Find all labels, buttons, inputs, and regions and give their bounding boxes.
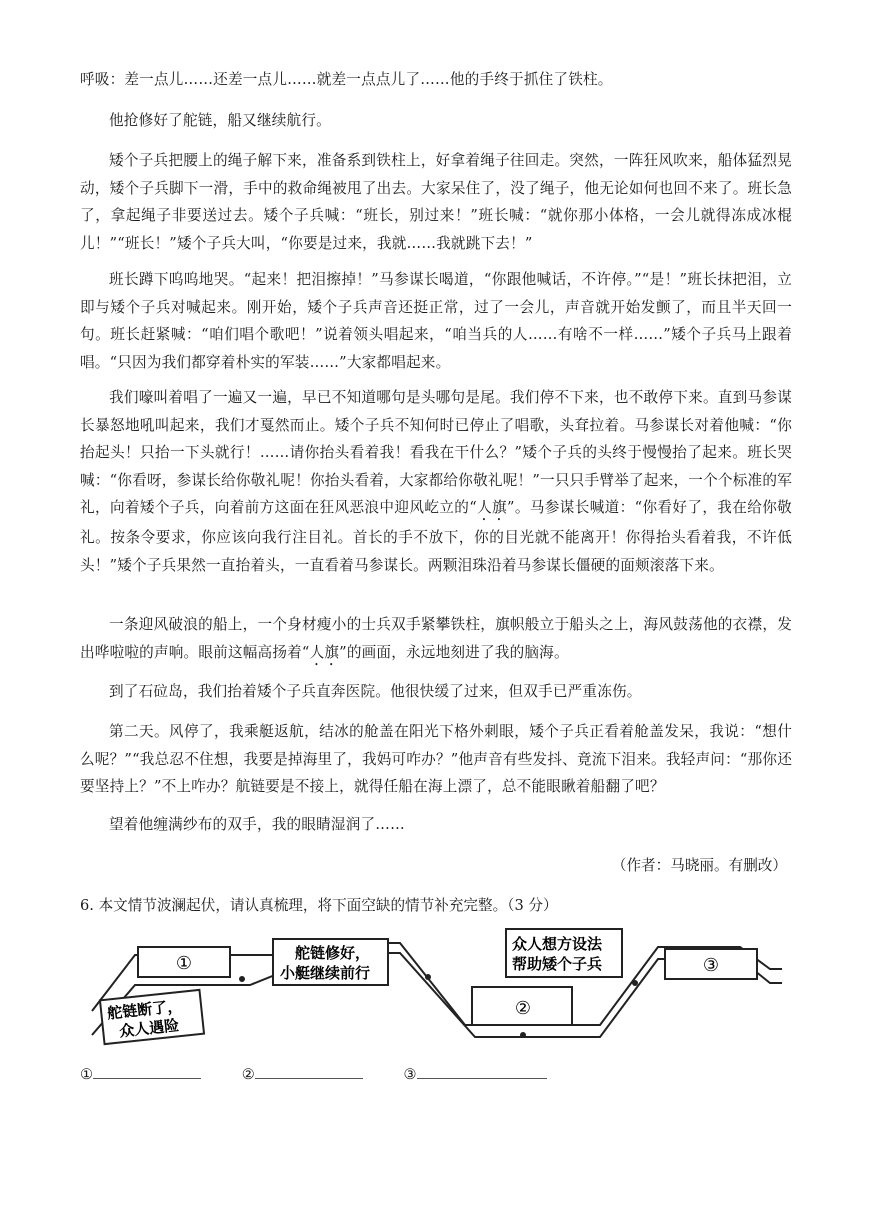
paragraph-9: 望着他缠满纱布的双手，我的眼睛湿润了……	[109, 816, 405, 833]
paragraph-6	[80, 611, 792, 669]
emphasis-renqi-2: 人旗	[309, 643, 340, 661]
emphasis-renqi: 人旗	[476, 499, 508, 516]
answer-blank-1[interactable]	[80, 1063, 201, 1087]
answer-blank-1-number: ①	[80, 1066, 94, 1083]
paragraph-8: 第二天。风停了，我乘艇返航，结冰的舱盖在阳光下格外刺眼，矮个子兵正看着舱盖发呆，我说：“想什么呢？”“我总忍不住想，我要是掉海里了，我妈可咋办？”他声音有些发抖、竟流下泪来。我轻声问：“那你还要坚持上？”不上咋办？航链要是不接上，就得任船在海上漂了，总不能眼瞅着船翻了吧？	[80, 723, 792, 795]
plot-node	[425, 974, 431, 980]
start-label-line1: 舵链断了，	[106, 996, 183, 1023]
paragraph-2: 他抢修好了舵链，船又继续航行。	[109, 112, 331, 129]
paragraph-5-text-b: ”。马参谋长喊道：“你看好了，我在给你敬礼。按条令要求，你应该向我行注目礼。首长的手不放下，你的目光就不能离开！你得抬头看着我，不许低头！”矮个子兵果然一直抬着头，一直看着马参谋长。两颗泪珠沿着马参谋长僵硬的面颊滚落下来。	[80, 499, 792, 574]
blank-box-1-label: ①	[175, 953, 193, 974]
answer-blank-2[interactable]	[242, 1063, 363, 1087]
paragraph-4: 班长蹲下呜呜地哭。“起来！把泪擦掉！”马参谋长喝道，“你跟他喊话，不许停。”“是！”班长抹把泪，立即与矮个子兵对喊起来。刚开始，矮个子兵声音还挺正常，过了一会儿，声音就开始发颤了，而且半天回一句。班长赶紧喊：“咱们唱个歌吧！”说着领头唱起来，“咱当兵的人……有啥不一样……”矮个子兵马上跟着唱。“只因为我们都穿着朴实的军装……”大家都唱起来。	[80, 271, 792, 371]
paragraph-6-text-a: 一条迎风破浪的船上，一个身材瘦小的士兵双手紧攀铁柱，旗帜般立于船头之上，海风鼓荡他的衣襟，发出哗啦啦的声响。眼前这幅高扬着“	[80, 616, 792, 661]
plot-node	[632, 980, 638, 986]
paragraph-1: 呼吸：差一点儿……还差一点儿……就差一点点儿了……他的手终于抓住了铁柱。	[80, 71, 613, 88]
answer-blanks	[80, 1063, 583, 1087]
paragraph-3: 矮个子兵把腰上的绳子解下来，准备系到铁柱上，好拿着绳子往回走。突然，一阵狂风吹来，船体猛烈晃动，矮个子兵脚下一滑，手中的救命绳被甩了出去。大家呆住了，没了绳子，他无论如何也回不来了。班长急了，拿起绳子非要送过去。矮个子兵喊：“班长，别过来！”班长喊：“就你那小体格，一会儿就得冻成冰棍儿！”“班长！”矮个子兵大叫，“你要是过来，我就……我就跳下去！”	[80, 152, 792, 252]
paragraph-7: 到了石砬岛，我们抬着矮个子兵直奔医院。他很快缓了过来，但双手已严重冻伤。	[109, 683, 642, 700]
answer-blank-2-number: ②	[241, 1066, 255, 1083]
paragraph-6-text-b: ”的画面，永远地刻进了我的脑海。	[339, 643, 569, 661]
answer-blank-3-line[interactable]	[417, 1064, 547, 1079]
plot-node	[520, 1032, 526, 1038]
blank-box-3-label: ③	[702, 955, 720, 976]
plot-node	[239, 976, 245, 982]
answer-blank-2-line[interactable]	[255, 1064, 363, 1079]
author-credit: （作者：马晓丽。有删改）	[611, 857, 787, 874]
plot-diagram	[80, 925, 792, 1055]
paragraph-5	[80, 384, 792, 579]
answer-blank-3-number: ③	[403, 1066, 417, 1083]
question-6: 6. 本文情节波澜起伏，请认真梳理，将下面空缺的情节补充完整。（3 分）	[80, 897, 558, 914]
help-label-line2: 帮助矮个子兵	[512, 955, 603, 973]
blank-box-2-label: ②	[514, 998, 532, 1019]
peak-label-line1: 舵链修好，	[295, 944, 371, 962]
help-label-line1: 众人想方设法	[512, 935, 603, 953]
answer-blank-3[interactable]	[403, 1063, 546, 1087]
answer-blank-1-line[interactable]	[93, 1064, 201, 1079]
start-label-line2: 众人遇险	[118, 1016, 180, 1041]
paragraph-5-text-a: 我们嚎叫着唱了一遍又一遍，早已不知道哪句是头哪句是尾。我们停不下来，也不敢停下来。直到马参谋长暴怒地吼叫起来，我们才戛然而止。矮个子兵不知何时已停止了唱歌，头耷拉着。马参谋长对着他喊：“你抬起头！只抬一下头就行！……请你抬头看着我！看我在干什么？”矮个子兵的头终于慢慢抬了起来。班长哭喊：“你看呀，参谋长给你敬礼呢！你抬头看着，大家都给你敬礼呢！”一只只手臂举了起来，一个个标准的军礼，向着矮个子兵，向着前方这面在狂风恶浪中迎风屹立的“	[80, 389, 792, 516]
peak-label-line2: 小艇继续前行	[280, 964, 371, 982]
